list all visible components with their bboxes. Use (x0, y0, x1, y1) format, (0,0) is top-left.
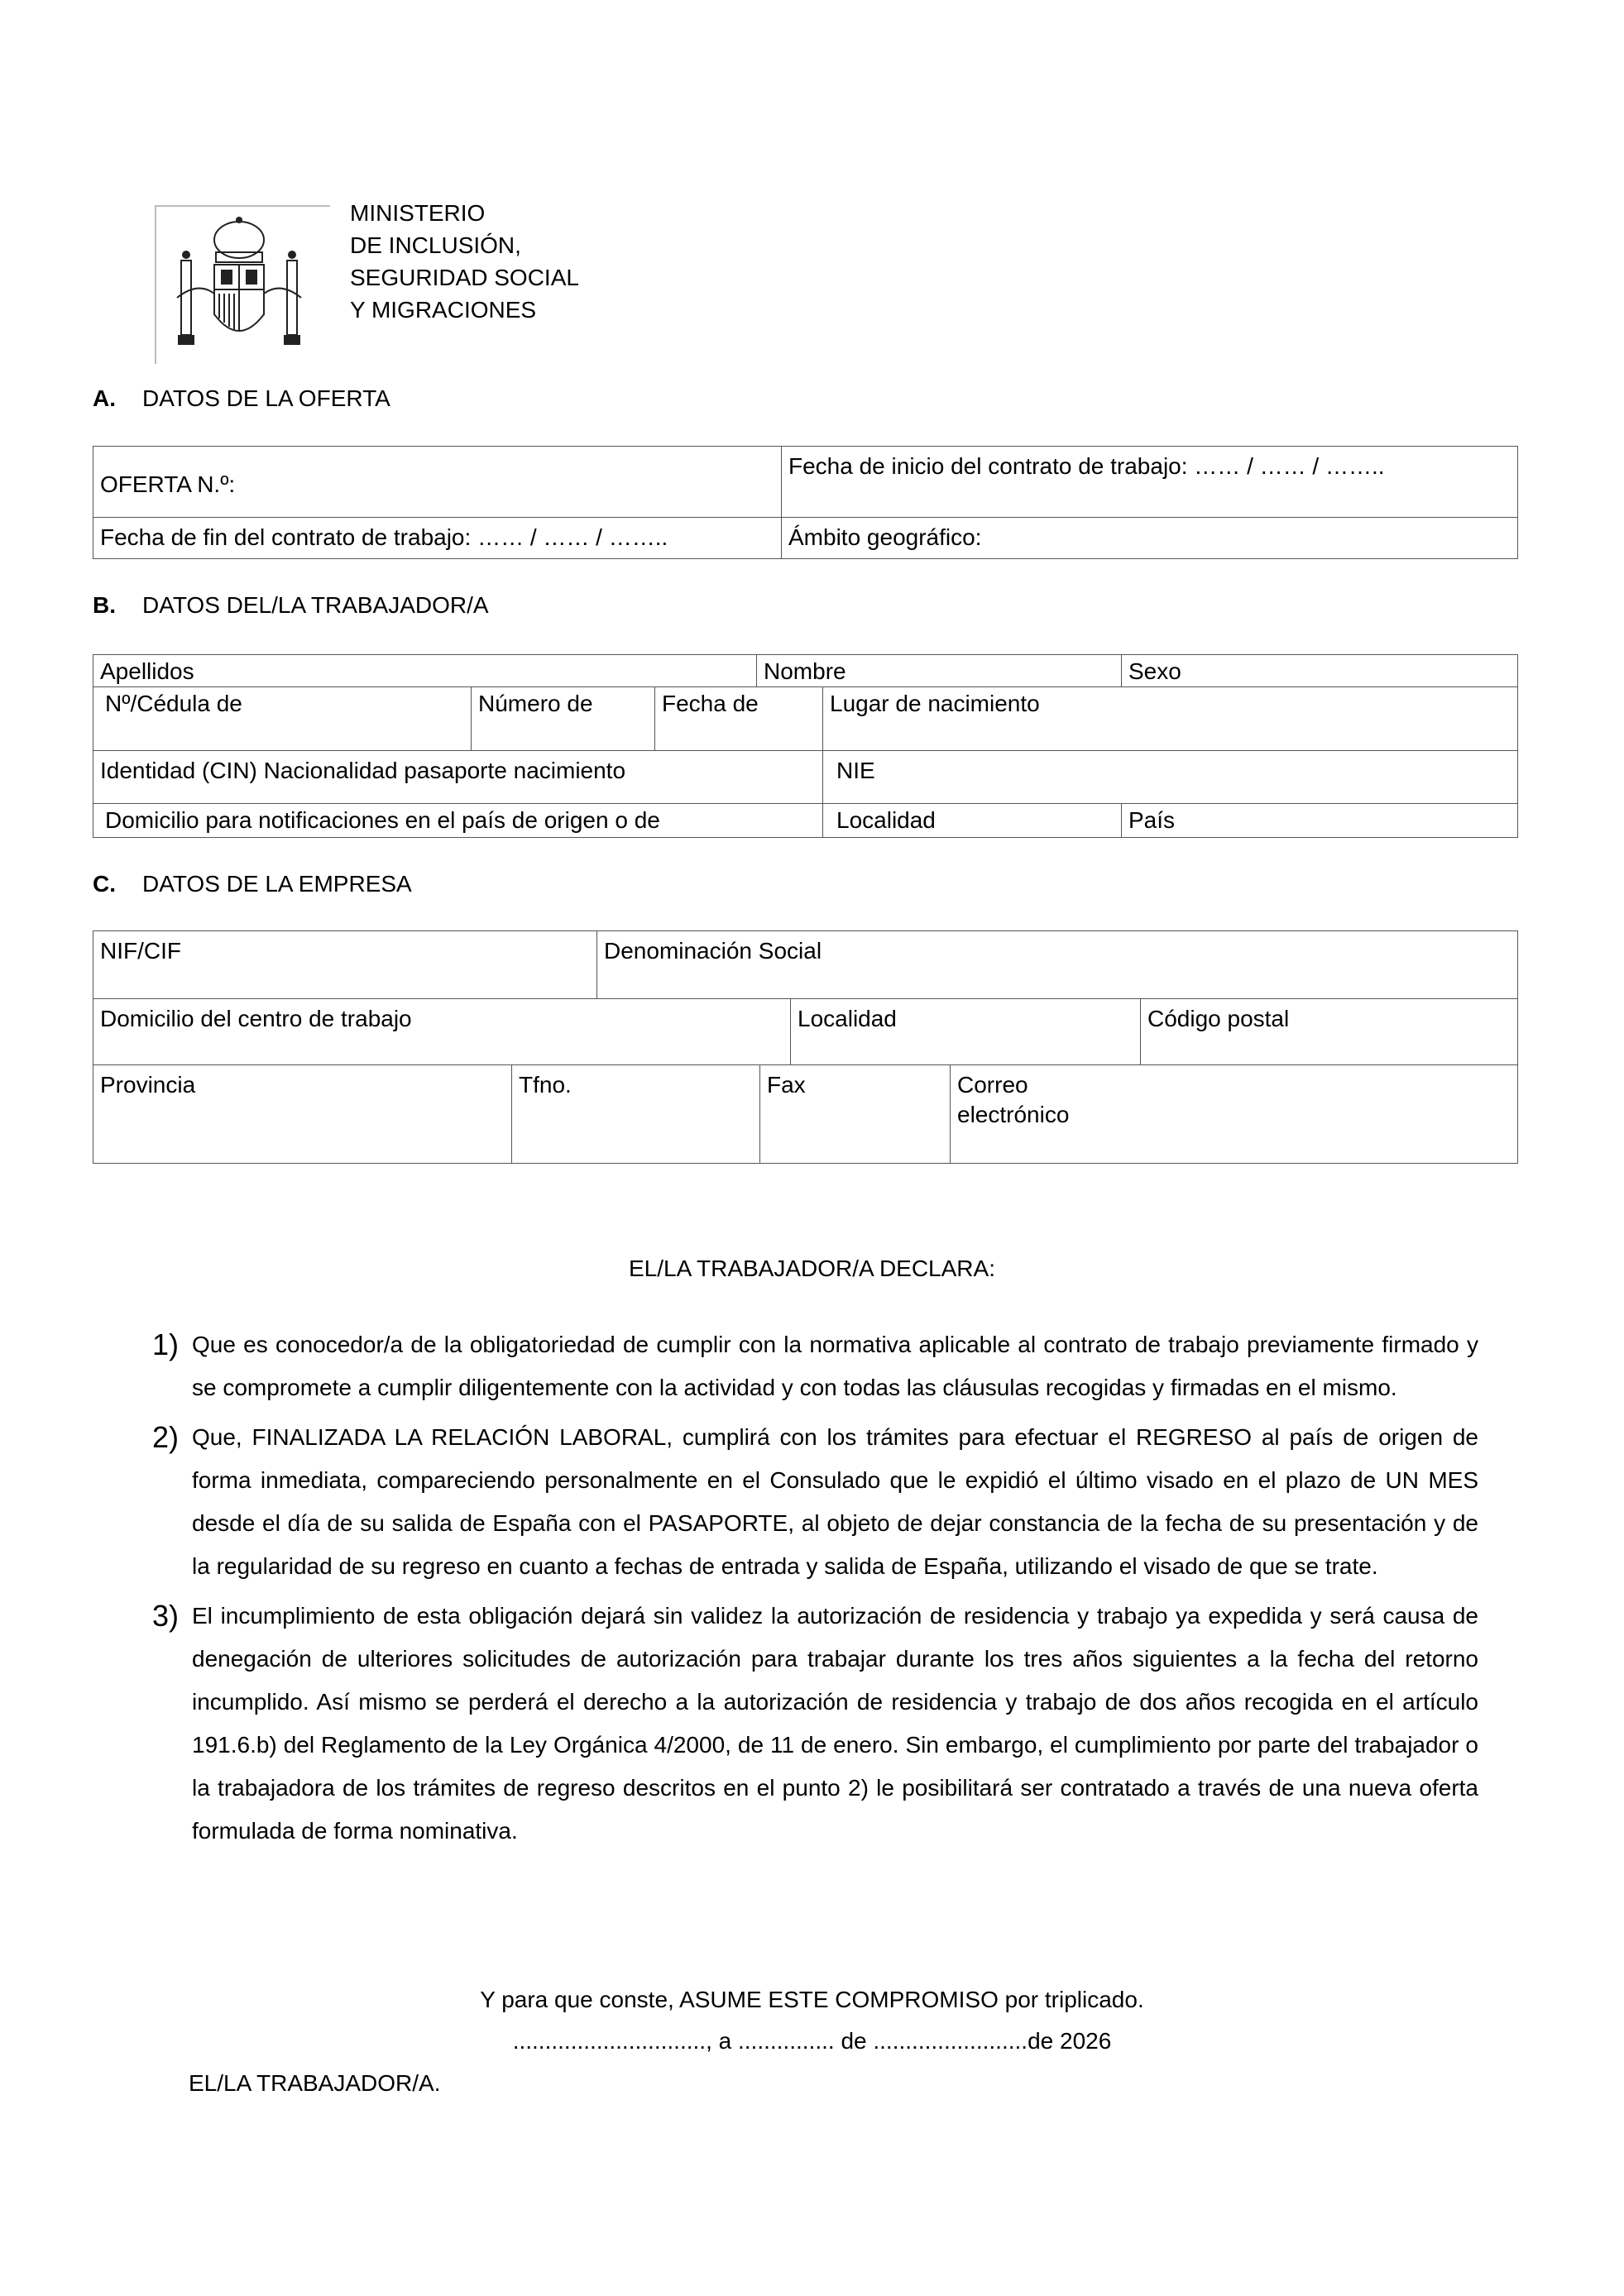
field-label: Nombre (764, 658, 846, 684)
localidad-field[interactable] (822, 803, 1122, 838)
field-label: Denominación Social (604, 938, 822, 964)
field-label: electrónico (957, 1102, 1070, 1127)
fecha-nacimiento-field[interactable] (654, 686, 823, 751)
fecha-inicio-field[interactable] (781, 446, 1518, 518)
apellidos-field[interactable] (93, 654, 757, 687)
nombre-field[interactable] (756, 654, 1122, 687)
field-label: Fecha de fin del contrato de trabajo: …… / …… / …….. (100, 524, 668, 550)
closing-statement: Y para que conste, ASUME ESTE COMPROMISO por triplicado. (480, 1987, 1144, 2012)
item-text: Que es conocedor/a de la obligatoriedad de cumplir con la normativa aplicable al contrato de trabajo previamente firmado y se compromete a cumplir diligentemente con la actividad y con todas las cláusulas recogidas y firmadas en el mismo. (192, 1332, 1478, 1400)
section-title: DATOS DE LA EMPRESA (142, 871, 412, 897)
declaration-item (152, 1323, 1478, 1409)
section-letter: C. (93, 871, 116, 897)
item-text: El incumplimiento de esta obligación dejará sin validez la autorización de residencia y trabajo ya expedida y será causa de denegación de ulteriores solicitudes de autorización para trabajar durante los tres años siguientes a la fecha del retorno incumplido. Así mismo se perderá el derecho a la autorización de residencia y trabajo de dos años recogida en el artículo 191.6.b) del Reglamento de la Ley Orgánica 4/2000, de 11 de enero. Sin embargo, el cumplimiento por parte del trabajador o la trabajadora de los trámites de regreso descritos en el punto 2) le posibilitará ser contratado a través de una nueva oferta formulada de forma nominativa. (192, 1603, 1478, 1844)
field-label: Identidad (CIN) Nacionalidad pasaporte nacimiento (100, 758, 626, 783)
item-number: 1) (152, 1327, 180, 1361)
field-label: OFERTA N.º: (100, 471, 236, 497)
field-label: Fecha de (662, 691, 759, 716)
domicilio-centro-field[interactable] (93, 998, 791, 1065)
ministry-name (350, 197, 579, 326)
ministry-line: DE INCLUSIÓN, (350, 232, 521, 258)
field-label: Ámbito geográfico: (788, 524, 982, 550)
field-label: Localidad (836, 807, 936, 833)
section-b-heading (93, 592, 489, 619)
nif-field[interactable] (93, 930, 597, 999)
field-label: Tfno. (519, 1072, 572, 1098)
field-label: Fax (767, 1072, 806, 1098)
field-label: Apellidos (100, 658, 194, 684)
field-label: Domicilio del centro de trabajo (100, 1006, 412, 1031)
section-letter: A. (93, 385, 116, 411)
field-label: NIE (836, 758, 875, 783)
correo-field[interactable] (950, 1064, 1518, 1164)
field-label: Lugar de nacimiento (830, 691, 1040, 716)
cedula-field[interactable] (93, 686, 472, 751)
pais-field[interactable] (1121, 803, 1518, 838)
section-a-heading (93, 385, 390, 412)
field-label: NIF/CIF (100, 938, 181, 964)
ministry-emblem (155, 205, 330, 364)
numero-pasaporte-field[interactable] (471, 686, 655, 751)
section-title: DATOS DE LA OFERTA (142, 385, 390, 411)
field-label: Número de (478, 691, 593, 716)
identidad-field[interactable] (93, 750, 823, 804)
declaration-title: EL/LA TRABAJADOR/A DECLARA: (629, 1256, 995, 1281)
item-number: 3) (152, 1599, 180, 1633)
section-c-heading (93, 871, 412, 897)
fax-field[interactable] (759, 1064, 951, 1164)
ambito-field[interactable] (781, 517, 1518, 559)
field-label: Localidad (798, 1006, 897, 1031)
lugar-nacimiento-field[interactable] (822, 686, 1518, 751)
empresa-localidad-field[interactable] (790, 998, 1141, 1065)
declaration-item (152, 1595, 1478, 1853)
nie-field[interactable] (822, 750, 1518, 804)
coat-of-arms-icon (156, 207, 322, 356)
declaration-list (152, 1323, 1478, 1859)
ministry-line: MINISTERIO (350, 200, 486, 226)
telefono-field[interactable] (511, 1064, 760, 1164)
place-date-line: .............................., a ............... de ........................de 2026 (512, 2028, 1112, 2054)
field-label: Domicilio para notificaciones en el país de origen o de (105, 807, 660, 833)
field-label: Sexo (1128, 658, 1181, 684)
ministry-line: Y MIGRACIONES (350, 297, 537, 323)
item-number: 2) (152, 1420, 180, 1454)
field-label: Código postal (1147, 1006, 1290, 1031)
item-text: Que, FINALIZADA LA RELACIÓN LABORAL, cumplirá con los trámites para efectuar el REGRESO al país de origen de forma inmediata, compareciendo personalmente en el Consulado que le expidió el último visado en el plazo de UN MES desde el día de su salida de España con el PASAPORTE, al objeto de dejar constancia de la fecha de su presentación y de la regularidad de su regreso en cuanto a fechas de entrada y salida de España, utilizando el visado de que se trate. (192, 1424, 1478, 1579)
provincia-field[interactable] (93, 1064, 512, 1164)
field-label: Fecha de inicio del contrato de trabajo: …… / …… / …….. (788, 453, 1385, 479)
field-label: País (1128, 807, 1176, 833)
section-letter: B. (93, 592, 116, 618)
ministry-line: SEGURIDAD SOCIAL (350, 265, 579, 290)
section-title: DATOS DEL/LA TRABAJADOR/A (142, 592, 489, 618)
codigo-postal-field[interactable] (1140, 998, 1518, 1065)
oferta-number-field[interactable] (93, 446, 782, 518)
field-label: Correo (957, 1072, 1028, 1098)
domicilio-notificaciones-field[interactable] (93, 803, 823, 838)
sexo-field[interactable] (1121, 654, 1518, 687)
signature-label: EL/LA TRABAJADOR/A. (189, 2070, 441, 2096)
fecha-fin-field[interactable] (93, 517, 782, 559)
denominacion-field[interactable] (596, 930, 1518, 999)
declaration-item (152, 1416, 1478, 1588)
field-label: Provincia (100, 1072, 196, 1098)
field-label: Nº/Cédula de (105, 691, 242, 716)
